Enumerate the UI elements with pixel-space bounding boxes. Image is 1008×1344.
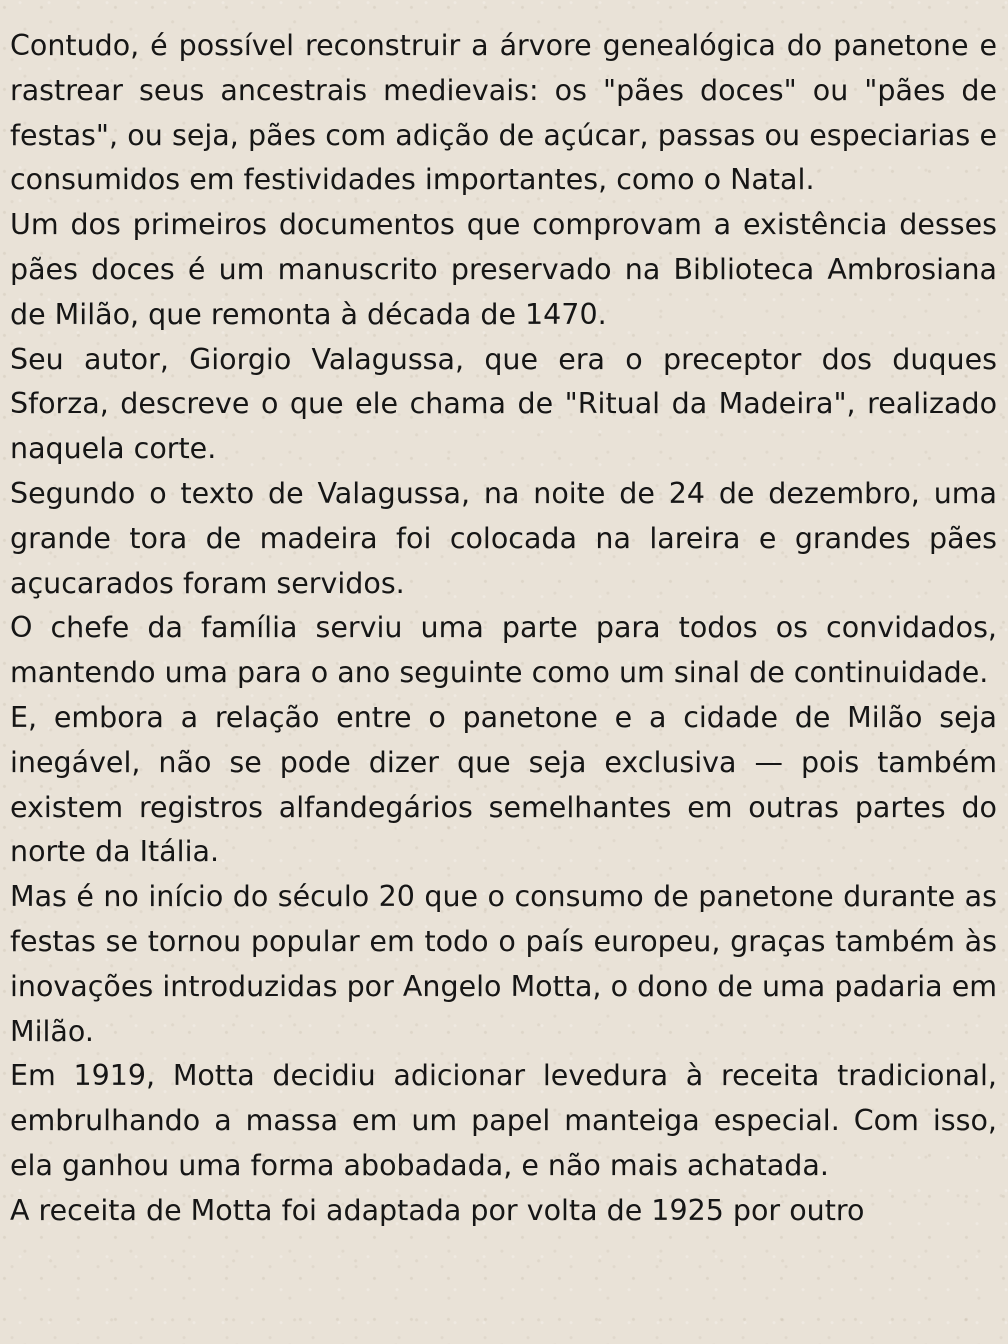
- paragraph-manuscrito: Um dos primeiros documentos que comprovam a existência desses pães doces é um manuscrito preservado na Biblioteca Ambrosiana de Milão, que remonta à década de 1470.: [10, 208, 997, 331]
- document-page: [10, 24, 997, 1234]
- paragraph-chefe-familia: O chefe da família serviu uma parte para todos os convidados, mantendo uma para o ano seguinte como um sinal de continuidade.: [10, 611, 997, 690]
- paragraph-genealogia: Contudo, é possível reconstruir a árvore genealógica do panetone e rastrear seus ancestrais medievais: os "pães doces" ou "pães de festas", ou seja, pães com adição de açúcar, passas ou especiarias e consumidos em festividades importantes, como o Natal.: [10, 29, 997, 197]
- paragraph-1919: Em 1919, Motta decidiu adicionar levedura à receita tradicional, embrulhando a massa em um papel manteiga especial. Com isso, ela ganhou uma forma abobadada, e não mais achatada.: [10, 1059, 997, 1182]
- paragraph-1925-fragment: A receita de Motta foi adaptada por volta de 1925 por outro: [10, 1193, 865, 1227]
- paragraph-noite-natal: Segundo o texto de Valagussa, na noite de 24 de dezembro, uma grande tora de madeira foi colocada na lareira e grandes pães açucarados foram servidos.: [10, 476, 997, 600]
- paragraph-valagussa: Seu autor, Giorgio Valagussa, que era o preceptor dos duques Sforza, descreve o que ele chama de "Ritual da Madeira", realizado naquela corte.: [10, 342, 997, 466]
- paragraph-seculo-20: Mas é no início do século 20 que o consumo de panetone durante as festas se tornou popular em todo o país europeu, graças também às inovações introduzidas por Angelo Motta, o dono de uma padaria em Milão.: [10, 880, 997, 1048]
- paragraph-milao-relacao: E, embora a relação entre o panetone e a cidade de Milão seja inegável, não se pode dizer que seja exclusiva — pois também existem registros alfandegários semelhantes em outras partes do norte da Itália.: [10, 700, 997, 869]
